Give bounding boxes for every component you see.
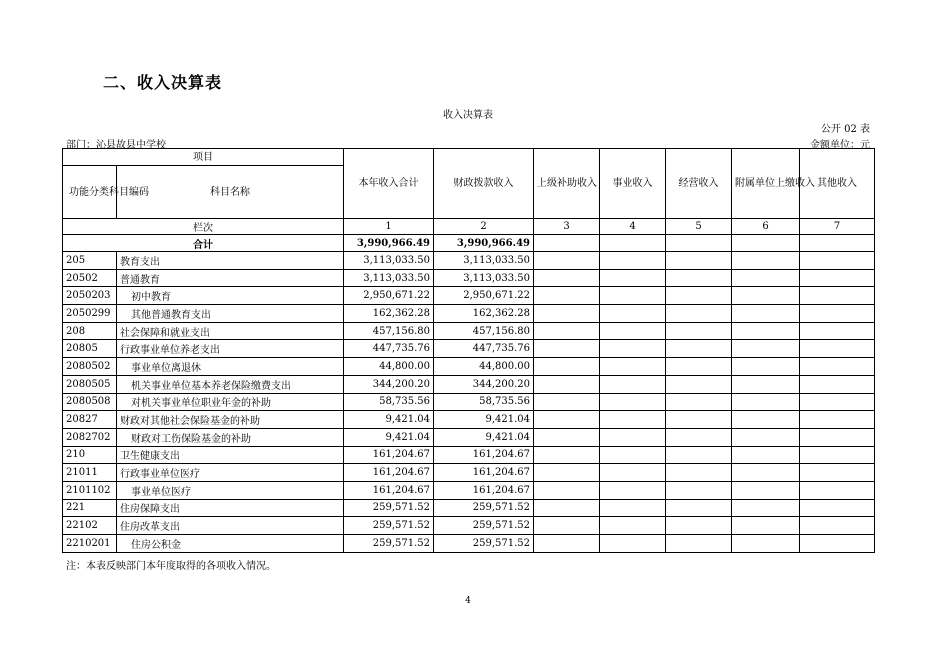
income-table [62, 148, 875, 553]
header-col-operating: 经营收入 [666, 149, 732, 219]
empty-cell [600, 464, 666, 482]
empty-cell [800, 269, 875, 287]
column-number: 2 [434, 219, 534, 235]
empty-cell [732, 411, 800, 429]
empty-cell [534, 393, 600, 411]
row-code: 2210201 [63, 535, 117, 553]
row-total-income: 2,950,671.22 [344, 287, 434, 305]
row-total-income: 9,421.04 [344, 411, 434, 429]
header-col-fiscal: 财政拨款收入 [434, 149, 534, 219]
empty-cell [732, 358, 800, 376]
empty-cell [600, 411, 666, 429]
row-fiscal: 259,571.52 [434, 499, 534, 517]
table-row [63, 464, 875, 482]
empty-cell [800, 305, 875, 323]
empty-cell [666, 287, 732, 305]
empty-cell [534, 340, 600, 358]
empty-cell [666, 375, 732, 393]
empty-cell [732, 393, 800, 411]
empty-cell [666, 428, 732, 446]
column-number: 4 [600, 219, 666, 235]
empty-cell [534, 235, 600, 252]
amount-unit-label: 金额单位：元 [810, 140, 870, 151]
row-total-income: 161,204.67 [344, 446, 434, 464]
empty-cell [534, 499, 600, 517]
table-row [63, 340, 875, 358]
row-fiscal: 58,735.56 [434, 393, 534, 411]
page-number: 4 [465, 596, 471, 606]
row-fiscal: 3,113,033.50 [434, 252, 534, 270]
empty-cell [534, 322, 600, 340]
header-code: 功能分类科目编码 [63, 166, 117, 219]
header-name: 科目名称 [117, 166, 344, 219]
row-code: 2050203 [63, 287, 117, 305]
row-code: 20502 [63, 269, 117, 287]
row-code: 2101102 [63, 481, 117, 499]
table-row [63, 287, 875, 305]
empty-cell [732, 305, 800, 323]
row-fiscal: 161,204.67 [434, 481, 534, 499]
table-code: 公开 02 表 [820, 124, 870, 135]
row-name: 事业单位医疗 [117, 481, 344, 499]
empty-cell [534, 269, 600, 287]
empty-cell [600, 481, 666, 499]
table-row [63, 305, 875, 323]
row-code: 20805 [63, 340, 117, 358]
row-fiscal: 162,362.28 [434, 305, 534, 323]
empty-cell [666, 499, 732, 517]
row-name: 机关事业单位基本养老保险缴费支出 [117, 375, 344, 393]
empty-cell [666, 481, 732, 499]
header-col-affiliated: 附属单位上缴收入 [732, 149, 800, 219]
row-name: 行政事业单位医疗 [117, 464, 344, 482]
column-number: 1 [344, 219, 434, 235]
empty-cell [666, 393, 732, 411]
row-name: 卫生健康支出 [117, 446, 344, 464]
empty-cell [534, 287, 600, 305]
empty-cell [600, 428, 666, 446]
row-fiscal: 344,200.20 [434, 375, 534, 393]
row-fiscal: 2,950,671.22 [434, 287, 534, 305]
row-name: 事业单位离退休 [117, 358, 344, 376]
row-fiscal: 447,735.76 [434, 340, 534, 358]
empty-cell [666, 535, 732, 553]
empty-cell [732, 481, 800, 499]
empty-cell [732, 535, 800, 553]
empty-cell [800, 481, 875, 499]
table-row [63, 428, 875, 446]
row-total-income: 457,156.80 [344, 322, 434, 340]
empty-cell [800, 375, 875, 393]
empty-cell [800, 446, 875, 464]
row-code: 2080508 [63, 393, 117, 411]
row-name: 行政事业单位养老支出 [117, 340, 344, 358]
empty-cell [666, 340, 732, 358]
row-code: 208 [63, 322, 117, 340]
empty-cell [666, 252, 732, 270]
empty-cell [666, 411, 732, 429]
empty-cell [732, 428, 800, 446]
column-number-row [63, 219, 875, 235]
empty-cell [534, 375, 600, 393]
row-total-income: 44,800.00 [344, 358, 434, 376]
row-fiscal: 161,204.67 [434, 464, 534, 482]
empty-cell [600, 517, 666, 535]
empty-cell [732, 464, 800, 482]
row-name: 住房公积金 [117, 535, 344, 553]
empty-cell [534, 358, 600, 376]
row-fiscal: 161,204.67 [434, 446, 534, 464]
table-row [63, 322, 875, 340]
department-label: 部门：沁县故县中学校 [66, 140, 166, 151]
row-code: 2050299 [63, 305, 117, 323]
empty-cell [732, 446, 800, 464]
empty-cell [600, 446, 666, 464]
empty-cell [600, 305, 666, 323]
row-total-income: 344,200.20 [344, 375, 434, 393]
total-row [63, 235, 875, 252]
empty-cell [732, 375, 800, 393]
table-row [63, 535, 875, 553]
header-col-other: 其他收入 [800, 149, 875, 219]
row-total-income: 162,362.28 [344, 305, 434, 323]
table-row [63, 375, 875, 393]
empty-cell [600, 393, 666, 411]
empty-cell [666, 358, 732, 376]
row-name: 财政对其他社会保险基金的补助 [117, 411, 344, 429]
empty-cell [666, 517, 732, 535]
empty-cell [666, 269, 732, 287]
row-name: 住房保障支出 [117, 499, 344, 517]
row-total-income: 3,113,033.50 [344, 269, 434, 287]
row-total-income: 9,421.04 [344, 428, 434, 446]
empty-cell [666, 446, 732, 464]
empty-cell [800, 517, 875, 535]
empty-cell [666, 235, 732, 252]
row-fiscal: 457,156.80 [434, 322, 534, 340]
total-fiscal-value: 3,990,966.49 [434, 235, 534, 252]
empty-cell [732, 340, 800, 358]
table-row [63, 499, 875, 517]
empty-cell [534, 305, 600, 323]
row-total-income: 161,204.67 [344, 481, 434, 499]
row-fiscal: 259,571.52 [434, 517, 534, 535]
empty-cell [732, 322, 800, 340]
row-total-income: 3,113,033.50 [344, 252, 434, 270]
row-code: 221 [63, 499, 117, 517]
empty-cell [800, 235, 875, 252]
empty-cell [800, 411, 875, 429]
table-row [63, 269, 875, 287]
row-fiscal: 9,421.04 [434, 428, 534, 446]
row-total-income: 161,204.67 [344, 464, 434, 482]
empty-cell [800, 322, 875, 340]
row-code: 20827 [63, 411, 117, 429]
table-row [63, 358, 875, 376]
row-total-income: 259,571.52 [344, 517, 434, 535]
row-code: 205 [63, 252, 117, 270]
empty-cell [800, 393, 875, 411]
empty-cell [800, 358, 875, 376]
empty-cell [732, 499, 800, 517]
column-number: 6 [732, 219, 800, 235]
row-total-income: 58,735.56 [344, 393, 434, 411]
empty-cell [800, 252, 875, 270]
empty-cell [666, 464, 732, 482]
column-number: 5 [666, 219, 732, 235]
empty-cell [800, 340, 875, 358]
row-code: 21011 [63, 464, 117, 482]
row-fiscal: 3,113,033.50 [434, 269, 534, 287]
empty-cell [800, 499, 875, 517]
empty-cell [600, 375, 666, 393]
row-name: 住房改革支出 [117, 517, 344, 535]
empty-cell [600, 287, 666, 305]
table-title: 收入决算表 [443, 110, 493, 121]
column-number: 3 [534, 219, 600, 235]
row-total-income: 259,571.52 [344, 499, 434, 517]
empty-cell [600, 252, 666, 270]
header-project: 项目 [63, 149, 344, 166]
row-code: 2080505 [63, 375, 117, 393]
table-row [63, 252, 875, 270]
row-name: 初中教育 [117, 287, 344, 305]
empty-cell [600, 535, 666, 553]
row-total-income: 259,571.52 [344, 535, 434, 553]
empty-cell [600, 358, 666, 376]
empty-cell [534, 517, 600, 535]
empty-cell [600, 269, 666, 287]
empty-cell [600, 340, 666, 358]
row-code: 2080502 [63, 358, 117, 376]
row-fiscal: 44,800.00 [434, 358, 534, 376]
row-fiscal: 259,571.52 [434, 535, 534, 553]
empty-cell [800, 464, 875, 482]
empty-cell [534, 252, 600, 270]
header-col-superior-subsidy: 上级补助收入 [534, 149, 600, 219]
row-code: 2082702 [63, 428, 117, 446]
empty-cell [732, 517, 800, 535]
empty-cell [600, 499, 666, 517]
empty-cell [666, 322, 732, 340]
table-note: 注：本表反映部门本年度取得的各项收入情况。 [66, 561, 276, 572]
row-code: 210 [63, 446, 117, 464]
empty-cell [732, 252, 800, 270]
empty-cell [534, 481, 600, 499]
empty-cell [534, 411, 600, 429]
empty-cell [800, 287, 875, 305]
empty-cell [534, 535, 600, 553]
header-col-total-income: 本年收入合计 [344, 149, 434, 219]
empty-cell [534, 446, 600, 464]
empty-cell [800, 428, 875, 446]
empty-cell [600, 322, 666, 340]
header-col-business: 事业收入 [600, 149, 666, 219]
empty-cell [800, 535, 875, 553]
empty-cell [732, 287, 800, 305]
row-fiscal: 9,421.04 [434, 411, 534, 429]
row-name: 教育支出 [117, 252, 344, 270]
empty-cell [600, 235, 666, 252]
row-code: 22102 [63, 517, 117, 535]
row-total-income: 447,735.76 [344, 340, 434, 358]
empty-cell [534, 464, 600, 482]
empty-cell [534, 428, 600, 446]
empty-cell [732, 269, 800, 287]
column-number: 7 [800, 219, 875, 235]
table-row [63, 481, 875, 499]
row-name: 其他普通教育支出 [117, 305, 344, 323]
table-row [63, 446, 875, 464]
page-heading: 二、收入决算表 [103, 73, 223, 92]
table-row [63, 517, 875, 535]
total-income-value: 3,990,966.49 [344, 235, 434, 252]
row-name: 普通教育 [117, 269, 344, 287]
header-row-project [63, 149, 875, 166]
total-label: 合计 [63, 235, 344, 252]
empty-cell [666, 305, 732, 323]
row-name: 社会保障和就业支出 [117, 322, 344, 340]
column-number-label: 栏次 [63, 219, 344, 235]
table-row [63, 393, 875, 411]
row-name: 财政对工伤保险基金的补助 [117, 428, 344, 446]
row-name: 对机关事业单位职业年金的补助 [117, 393, 344, 411]
table-row [63, 411, 875, 429]
empty-cell [732, 235, 800, 252]
